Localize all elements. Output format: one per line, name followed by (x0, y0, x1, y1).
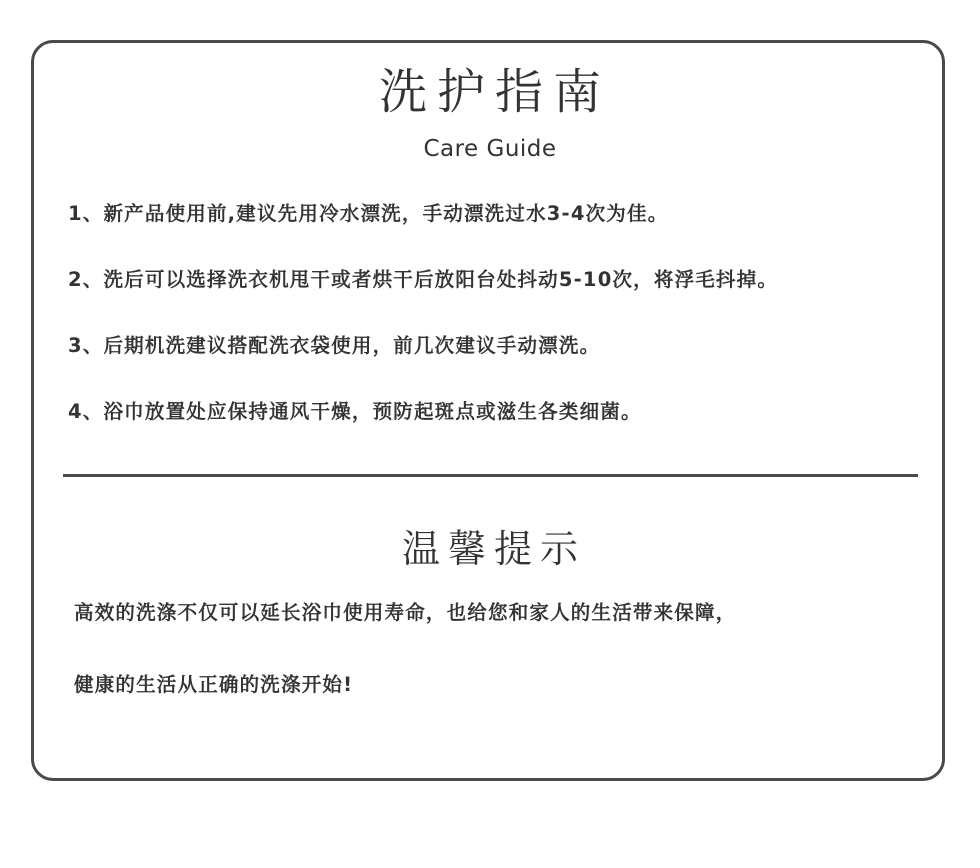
tips-line-2: 健康的生活从正确的洗涤开始! (74, 673, 354, 696)
guide-item-1: 1、新产品使用前,建议先用冷水漂洗，手动漂洗过水3-4次为佳。 (68, 202, 669, 225)
guide-item-3: 3、后期机洗建议搭配洗衣袋使用，前几次建议手动漂洗。 (68, 334, 601, 357)
guide-item-2: 2、洗后可以选择洗衣机甩干或者烘干后放阳台处抖动5-10次，将浮毛抖掉。 (68, 268, 779, 291)
guide-subtitle: Care Guide (423, 136, 557, 162)
guide-item-4: 4、浴巾放置处应保持通风干燥，预防起斑点或滋生各类细菌。 (68, 400, 642, 423)
section-divider (63, 474, 918, 477)
guide-title: 洗护指南 (378, 64, 611, 120)
tips-title: 温馨提示 (401, 527, 586, 571)
tips-line-1: 高效的洗涤不仅可以延长浴巾使用寿命，也给您和家人的生活带来保障， (74, 601, 737, 624)
guide-list (68, 198, 778, 462)
